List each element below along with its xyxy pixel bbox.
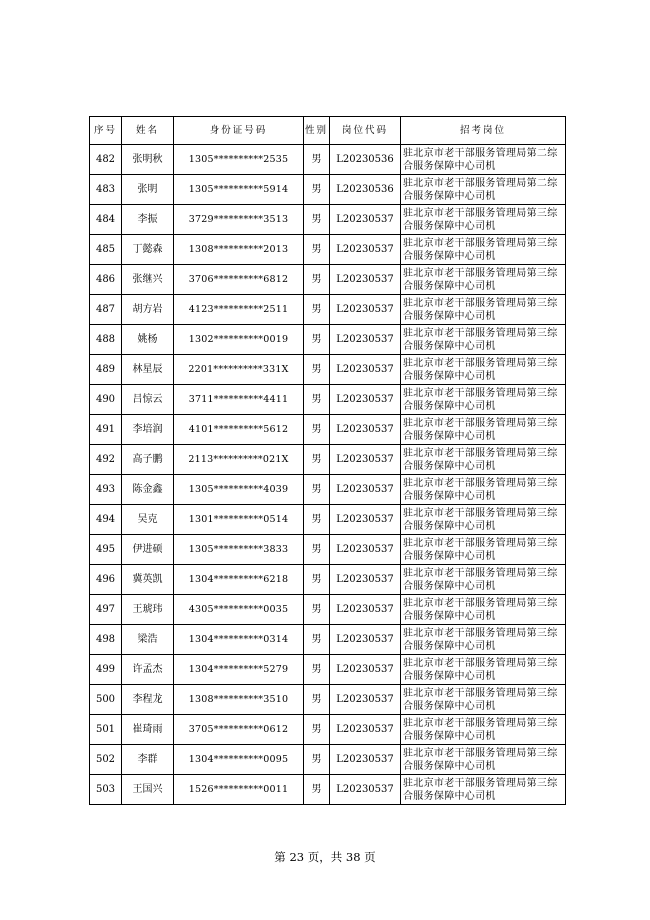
cell-post-code: L20230537 [330,625,401,655]
cell-seq: 490 [90,385,122,415]
header-post-title: 招考岗位 [401,117,566,145]
cell-seq: 483 [90,175,122,205]
cell-id-number: 1308**********2013 [174,235,304,265]
cell-name: 李振 [122,205,174,235]
cell-gender: 男 [304,325,330,355]
cell-name: 许孟杰 [122,655,174,685]
cell-id-number: 1304**********0095 [174,745,304,775]
table-row [90,655,566,685]
cell-post-code: L20230537 [330,715,401,745]
cell-name: 胡方岩 [122,295,174,325]
cell-name: 张明秋 [122,145,174,175]
cell-post-code: L20230537 [330,235,401,265]
cell-id-number: 3711**********4411 [174,385,304,415]
cell-name: 崔琦雨 [122,715,174,745]
cell-gender: 男 [304,505,330,535]
cell-seq: 488 [90,325,122,355]
cell-seq: 486 [90,265,122,295]
cell-name: 丁懿森 [122,235,174,265]
cell-id-number: 3706**********6812 [174,265,304,295]
cell-post-code: L20230537 [330,205,401,235]
cell-name: 陈金鑫 [122,475,174,505]
cell-post-title: 驻北京市老干部服务管理局第三综合服务保障中心司机 [401,235,566,265]
cell-id-number: 3705**********0612 [174,715,304,745]
cell-gender: 男 [304,625,330,655]
cell-post-code: L20230536 [330,175,401,205]
cell-post-title: 驻北京市老干部服务管理局第三综合服务保障中心司机 [401,385,566,415]
cell-id-number: 1305**********4039 [174,475,304,505]
table-row [90,385,566,415]
cell-gender: 男 [304,715,330,745]
cell-post-code: L20230537 [330,475,401,505]
cell-gender: 男 [304,295,330,325]
table-row [90,625,566,655]
cell-seq: 487 [90,295,122,325]
cell-post-title: 驻北京市老干部服务管理局第三综合服务保障中心司机 [401,355,566,385]
cell-name: 姚杨 [122,325,174,355]
cell-gender: 男 [304,355,330,385]
cell-gender: 男 [304,415,330,445]
cell-post-title: 驻北京市老干部服务管理局第三综合服务保障中心司机 [401,295,566,325]
cell-id-number: 1308**********3510 [174,685,304,715]
table-row [90,325,566,355]
cell-post-title: 驻北京市老干部服务管理局第二综合服务保障中心司机 [401,175,566,205]
cell-post-title: 驻北京市老干部服务管理局第三综合服务保障中心司机 [401,775,566,805]
cell-post-code: L20230537 [330,325,401,355]
header-name: 姓名 [122,117,174,145]
cell-gender: 男 [304,265,330,295]
cell-name: 李培润 [122,415,174,445]
cell-id-number: 3729**********3513 [174,205,304,235]
table-row [90,565,566,595]
cell-id-number: 1305**********2535 [174,145,304,175]
cell-gender: 男 [304,235,330,265]
cell-seq: 485 [90,235,122,265]
cell-seq: 496 [90,565,122,595]
cell-id-number: 1304**********0314 [174,625,304,655]
cell-gender: 男 [304,175,330,205]
cell-seq: 498 [90,625,122,655]
cell-id-number: 2113**********021X [174,445,304,475]
cell-name: 王国兴 [122,775,174,805]
cell-seq: 484 [90,205,122,235]
cell-post-code: L20230537 [330,655,401,685]
cell-name: 王琥玮 [122,595,174,625]
header-id-number: 身份证号码 [174,117,304,145]
table-row [90,205,566,235]
cell-id-number: 2201**********331X [174,355,304,385]
cell-post-title: 驻北京市老干部服务管理局第三综合服务保障中心司机 [401,265,566,295]
cell-post-title: 驻北京市老干部服务管理局第二综合服务保障中心司机 [401,145,566,175]
cell-post-code: L20230537 [330,355,401,385]
cell-post-title: 驻北京市老干部服务管理局第三综合服务保障中心司机 [401,475,566,505]
cell-name: 梁浩 [122,625,174,655]
cell-seq: 501 [90,715,122,745]
table-row [90,535,566,565]
cell-post-title: 驻北京市老干部服务管理局第三综合服务保障中心司机 [401,715,566,745]
header-post-code: 岗位代码 [330,117,401,145]
cell-post-title: 驻北京市老干部服务管理局第三综合服务保障中心司机 [401,415,566,445]
cell-id-number: 1304**********5279 [174,655,304,685]
cell-post-code: L20230537 [330,265,401,295]
cell-seq: 494 [90,505,122,535]
cell-post-code: L20230537 [330,415,401,445]
cell-seq: 491 [90,415,122,445]
table-row [90,235,566,265]
cell-id-number: 4101**********5612 [174,415,304,445]
cell-name: 冀英凯 [122,565,174,595]
cell-post-title: 驻北京市老干部服务管理局第三综合服务保障中心司机 [401,625,566,655]
cell-name: 林星辰 [122,355,174,385]
table-body [90,145,566,805]
cell-post-code: L20230537 [330,385,401,415]
cell-gender: 男 [304,145,330,175]
table-row [90,265,566,295]
cell-id-number: 4305**********0035 [174,595,304,625]
cell-seq: 499 [90,655,122,685]
cell-seq: 492 [90,445,122,475]
cell-post-code: L20230537 [330,595,401,625]
header-gender: 性别 [304,117,330,145]
table-row [90,745,566,775]
table-row [90,295,566,325]
cell-gender: 男 [304,475,330,505]
cell-id-number: 1305**********5914 [174,175,304,205]
cell-post-code: L20230537 [330,505,401,535]
cell-post-code: L20230537 [330,745,401,775]
cell-post-title: 驻北京市老干部服务管理局第三综合服务保障中心司机 [401,685,566,715]
applicant-table [89,116,566,805]
cell-gender: 男 [304,595,330,625]
cell-gender: 男 [304,535,330,565]
cell-post-title: 驻北京市老干部服务管理局第三综合服务保障中心司机 [401,565,566,595]
cell-seq: 497 [90,595,122,625]
cell-post-code: L20230537 [330,295,401,325]
cell-name: 李群 [122,745,174,775]
cell-post-title: 驻北京市老干部服务管理局第三综合服务保障中心司机 [401,205,566,235]
cell-name: 张明 [122,175,174,205]
cell-gender: 男 [304,745,330,775]
cell-post-title: 驻北京市老干部服务管理局第三综合服务保障中心司机 [401,655,566,685]
cell-gender: 男 [304,775,330,805]
cell-seq: 503 [90,775,122,805]
table-row [90,355,566,385]
table-row [90,775,566,805]
cell-id-number: 1305**********3833 [174,535,304,565]
cell-id-number: 1526**********0011 [174,775,304,805]
page-number: 第 23 页，共 38 页 [274,850,376,864]
cell-gender: 男 [304,685,330,715]
cell-post-title: 驻北京市老干部服务管理局第三综合服务保障中心司机 [401,595,566,625]
cell-gender: 男 [304,445,330,475]
cell-id-number: 1304**********6218 [174,565,304,595]
cell-name: 吴克 [122,505,174,535]
cell-post-title: 驻北京市老干部服务管理局第三综合服务保障中心司机 [401,325,566,355]
cell-name: 高子鹏 [122,445,174,475]
cell-name: 吕惊云 [122,385,174,415]
cell-id-number: 1301**********0514 [174,505,304,535]
cell-id-number: 1302**********0019 [174,325,304,355]
cell-post-title: 驻北京市老干部服务管理局第三综合服务保障中心司机 [401,505,566,535]
cell-seq: 489 [90,355,122,385]
cell-seq: 482 [90,145,122,175]
table-row [90,415,566,445]
cell-seq: 495 [90,535,122,565]
applicant-table-container [89,116,565,805]
cell-name: 张继兴 [122,265,174,295]
cell-gender: 男 [304,565,330,595]
cell-name: 伊进硕 [122,535,174,565]
cell-post-title: 驻北京市老干部服务管理局第三综合服务保障中心司机 [401,535,566,565]
cell-post-code: L20230537 [330,535,401,565]
table-row [90,505,566,535]
cell-seq: 502 [90,745,122,775]
cell-id-number: 4123**********2511 [174,295,304,325]
table-row [90,595,566,625]
cell-seq: 493 [90,475,122,505]
table-row [90,685,566,715]
table-row [90,175,566,205]
table-row [90,715,566,745]
cell-gender: 男 [304,205,330,235]
cell-post-code: L20230536 [330,145,401,175]
cell-gender: 男 [304,655,330,685]
table-row [90,445,566,475]
cell-post-code: L20230537 [330,775,401,805]
table-row [90,475,566,505]
table-header-row [90,117,566,145]
cell-name: 李程龙 [122,685,174,715]
cell-gender: 男 [304,385,330,415]
cell-seq: 500 [90,685,122,715]
cell-post-title: 驻北京市老干部服务管理局第三综合服务保障中心司机 [401,445,566,475]
cell-post-code: L20230537 [330,445,401,475]
table-row [90,145,566,175]
header-seq: 序号 [90,117,122,145]
cell-post-title: 驻北京市老干部服务管理局第三综合服务保障中心司机 [401,745,566,775]
cell-post-code: L20230537 [330,565,401,595]
cell-post-code: L20230537 [330,685,401,715]
